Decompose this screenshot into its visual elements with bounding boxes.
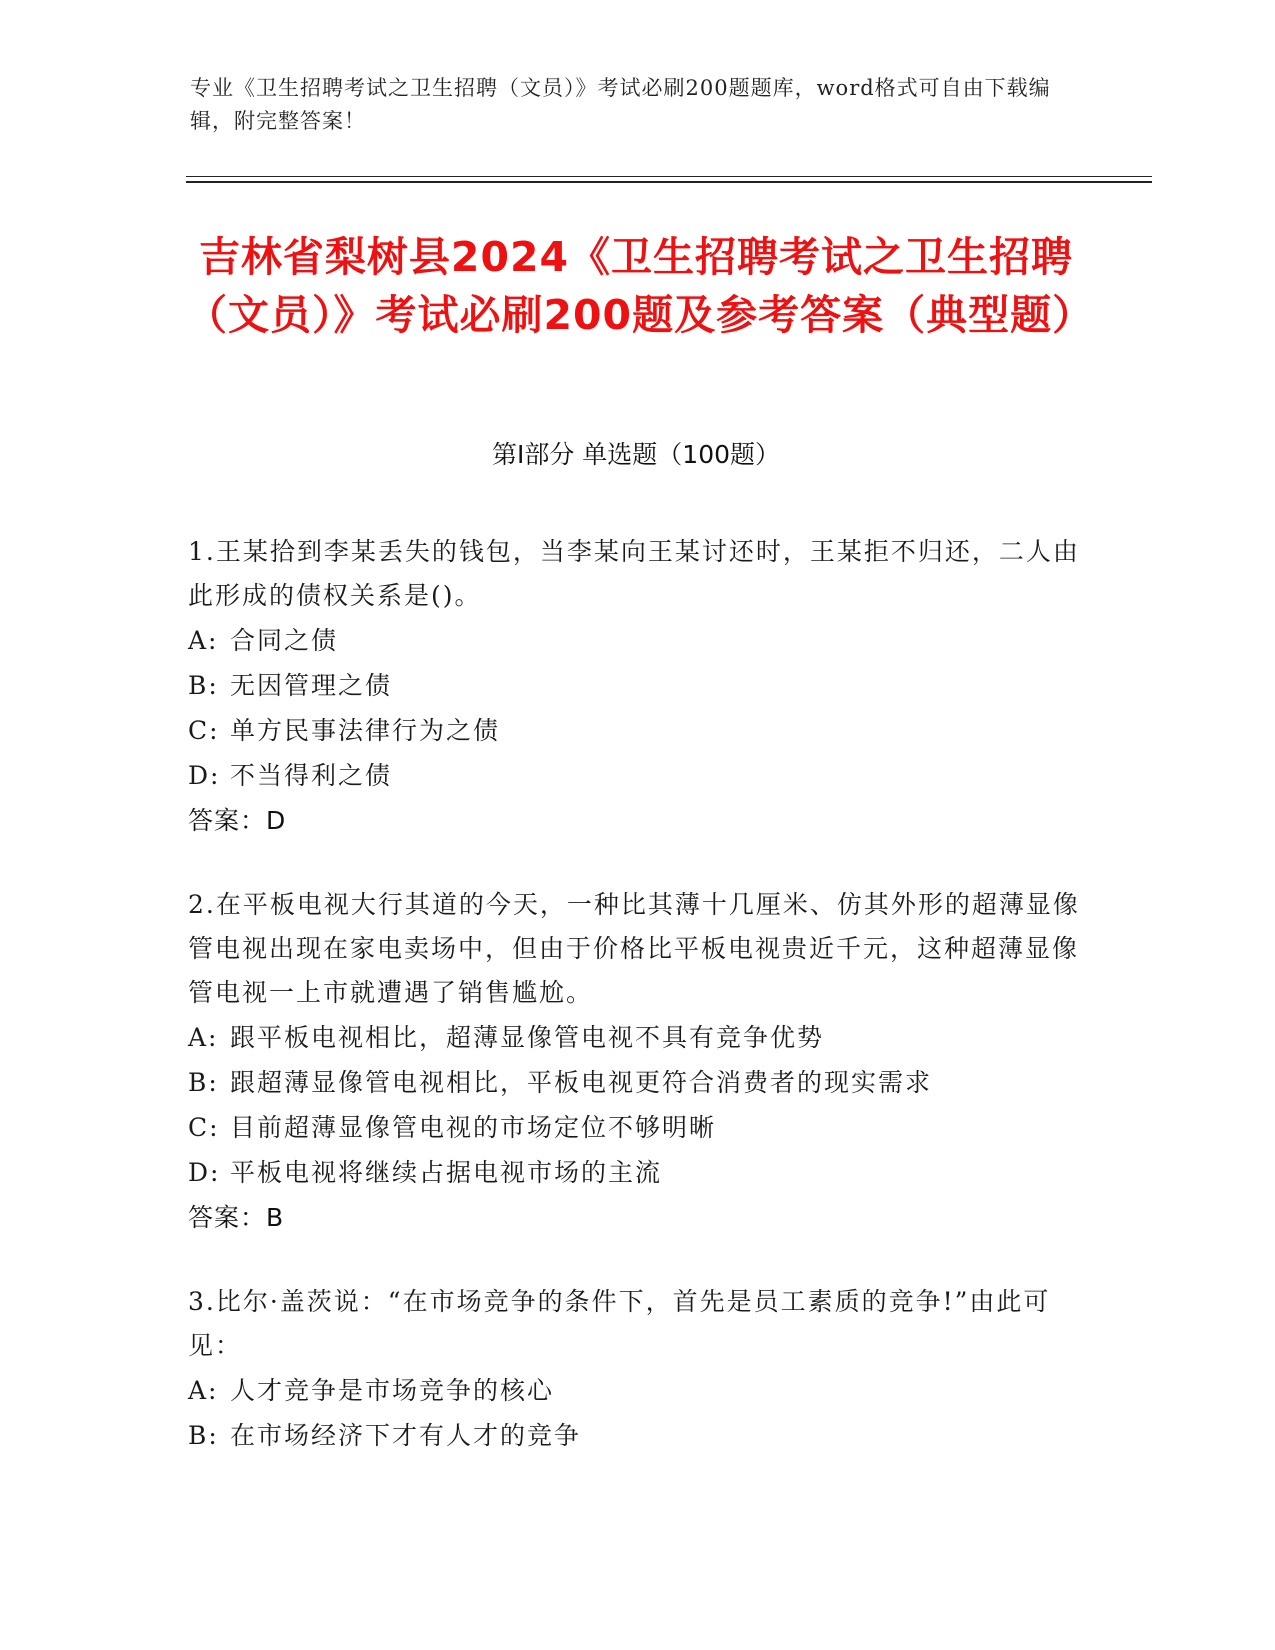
option-letter: C: — [188, 1113, 220, 1142]
option-letter: A: — [188, 1023, 219, 1052]
question-list — [188, 530, 1088, 1498]
option-c — [188, 708, 1088, 753]
option-b — [188, 1413, 1088, 1458]
option-b — [188, 1060, 1088, 1105]
question-3 — [188, 1280, 1088, 1458]
header-divider-thick — [186, 181, 1152, 183]
option-d — [188, 753, 1088, 798]
option-a — [188, 1368, 1088, 1413]
option-letter: B: — [188, 671, 219, 700]
answer: 答案：B — [188, 1203, 285, 1232]
option-c — [188, 1105, 1088, 1150]
option-text: 跟平板电视相比，超薄显像管电视不具有竞争优势 — [230, 1023, 825, 1052]
option-a — [188, 1015, 1088, 1060]
option-letter: D: — [188, 761, 221, 790]
option-text: 单方民事法律行为之债 — [230, 716, 501, 745]
option-a — [188, 618, 1088, 663]
option-text: 人才竞争是市场竞争的核心 — [230, 1376, 555, 1405]
question-2 — [188, 883, 1088, 1240]
option-text: 不当得利之债 — [230, 761, 393, 790]
question-text: 1.王某拾到李某丢失的钱包，当李某向王某讨还时，王某拒不归还，二人由此形成的债权关系是()。 — [188, 537, 1080, 610]
option-text: 合同之债 — [230, 626, 339, 655]
section-title: 第Ⅰ部分 单选题（100题） — [491, 440, 781, 469]
question-text: 2.在平板电视大行其道的今天，一种比其薄十几厘米、仿其外形的超薄显像管电视出现在家电卖场中，但由于价格比平板电视贵近千元，这种超薄显像管电视一上市就遭遇了销售尴尬。 — [188, 890, 1080, 1007]
option-text: 在市场经济下才有人才的竞争 — [230, 1421, 582, 1450]
option-text: 平板电视将继续占据电视市场的主流 — [230, 1158, 663, 1187]
question-text: 3.比尔·盖茨说：“在市场竞争的条件下，首先是员工素质的竞争!”由此可见： — [188, 1287, 1051, 1360]
header-note: 专业《卫生招聘考试之卫生招聘（文员）》考试必刷200题题库，word格式可自由下载编辑，附完整答案！ — [190, 76, 1051, 133]
header-divider-thin — [186, 176, 1152, 177]
document-title: 吉林省梨树县2024《卫生招聘考试之卫生招聘（文员）》考试必刷200题及参考答案（典型题） — [186, 233, 1095, 339]
option-b — [188, 663, 1088, 708]
option-text: 跟超薄显像管电视相比，平板电视更符合消费者的现实需求 — [230, 1068, 933, 1097]
option-text: 无因管理之债 — [230, 671, 393, 700]
option-letter: B: — [188, 1068, 219, 1097]
option-letter: B: — [188, 1421, 219, 1450]
answer: 答案：D — [188, 806, 287, 835]
option-letter: D: — [188, 1158, 221, 1187]
option-letter: C: — [188, 716, 220, 745]
option-letter: A: — [188, 626, 219, 655]
question-1 — [188, 530, 1088, 843]
option-text: 目前超薄显像管电视的市场定位不够明晰 — [230, 1113, 717, 1142]
option-letter: A: — [188, 1376, 219, 1405]
option-d — [188, 1150, 1088, 1195]
